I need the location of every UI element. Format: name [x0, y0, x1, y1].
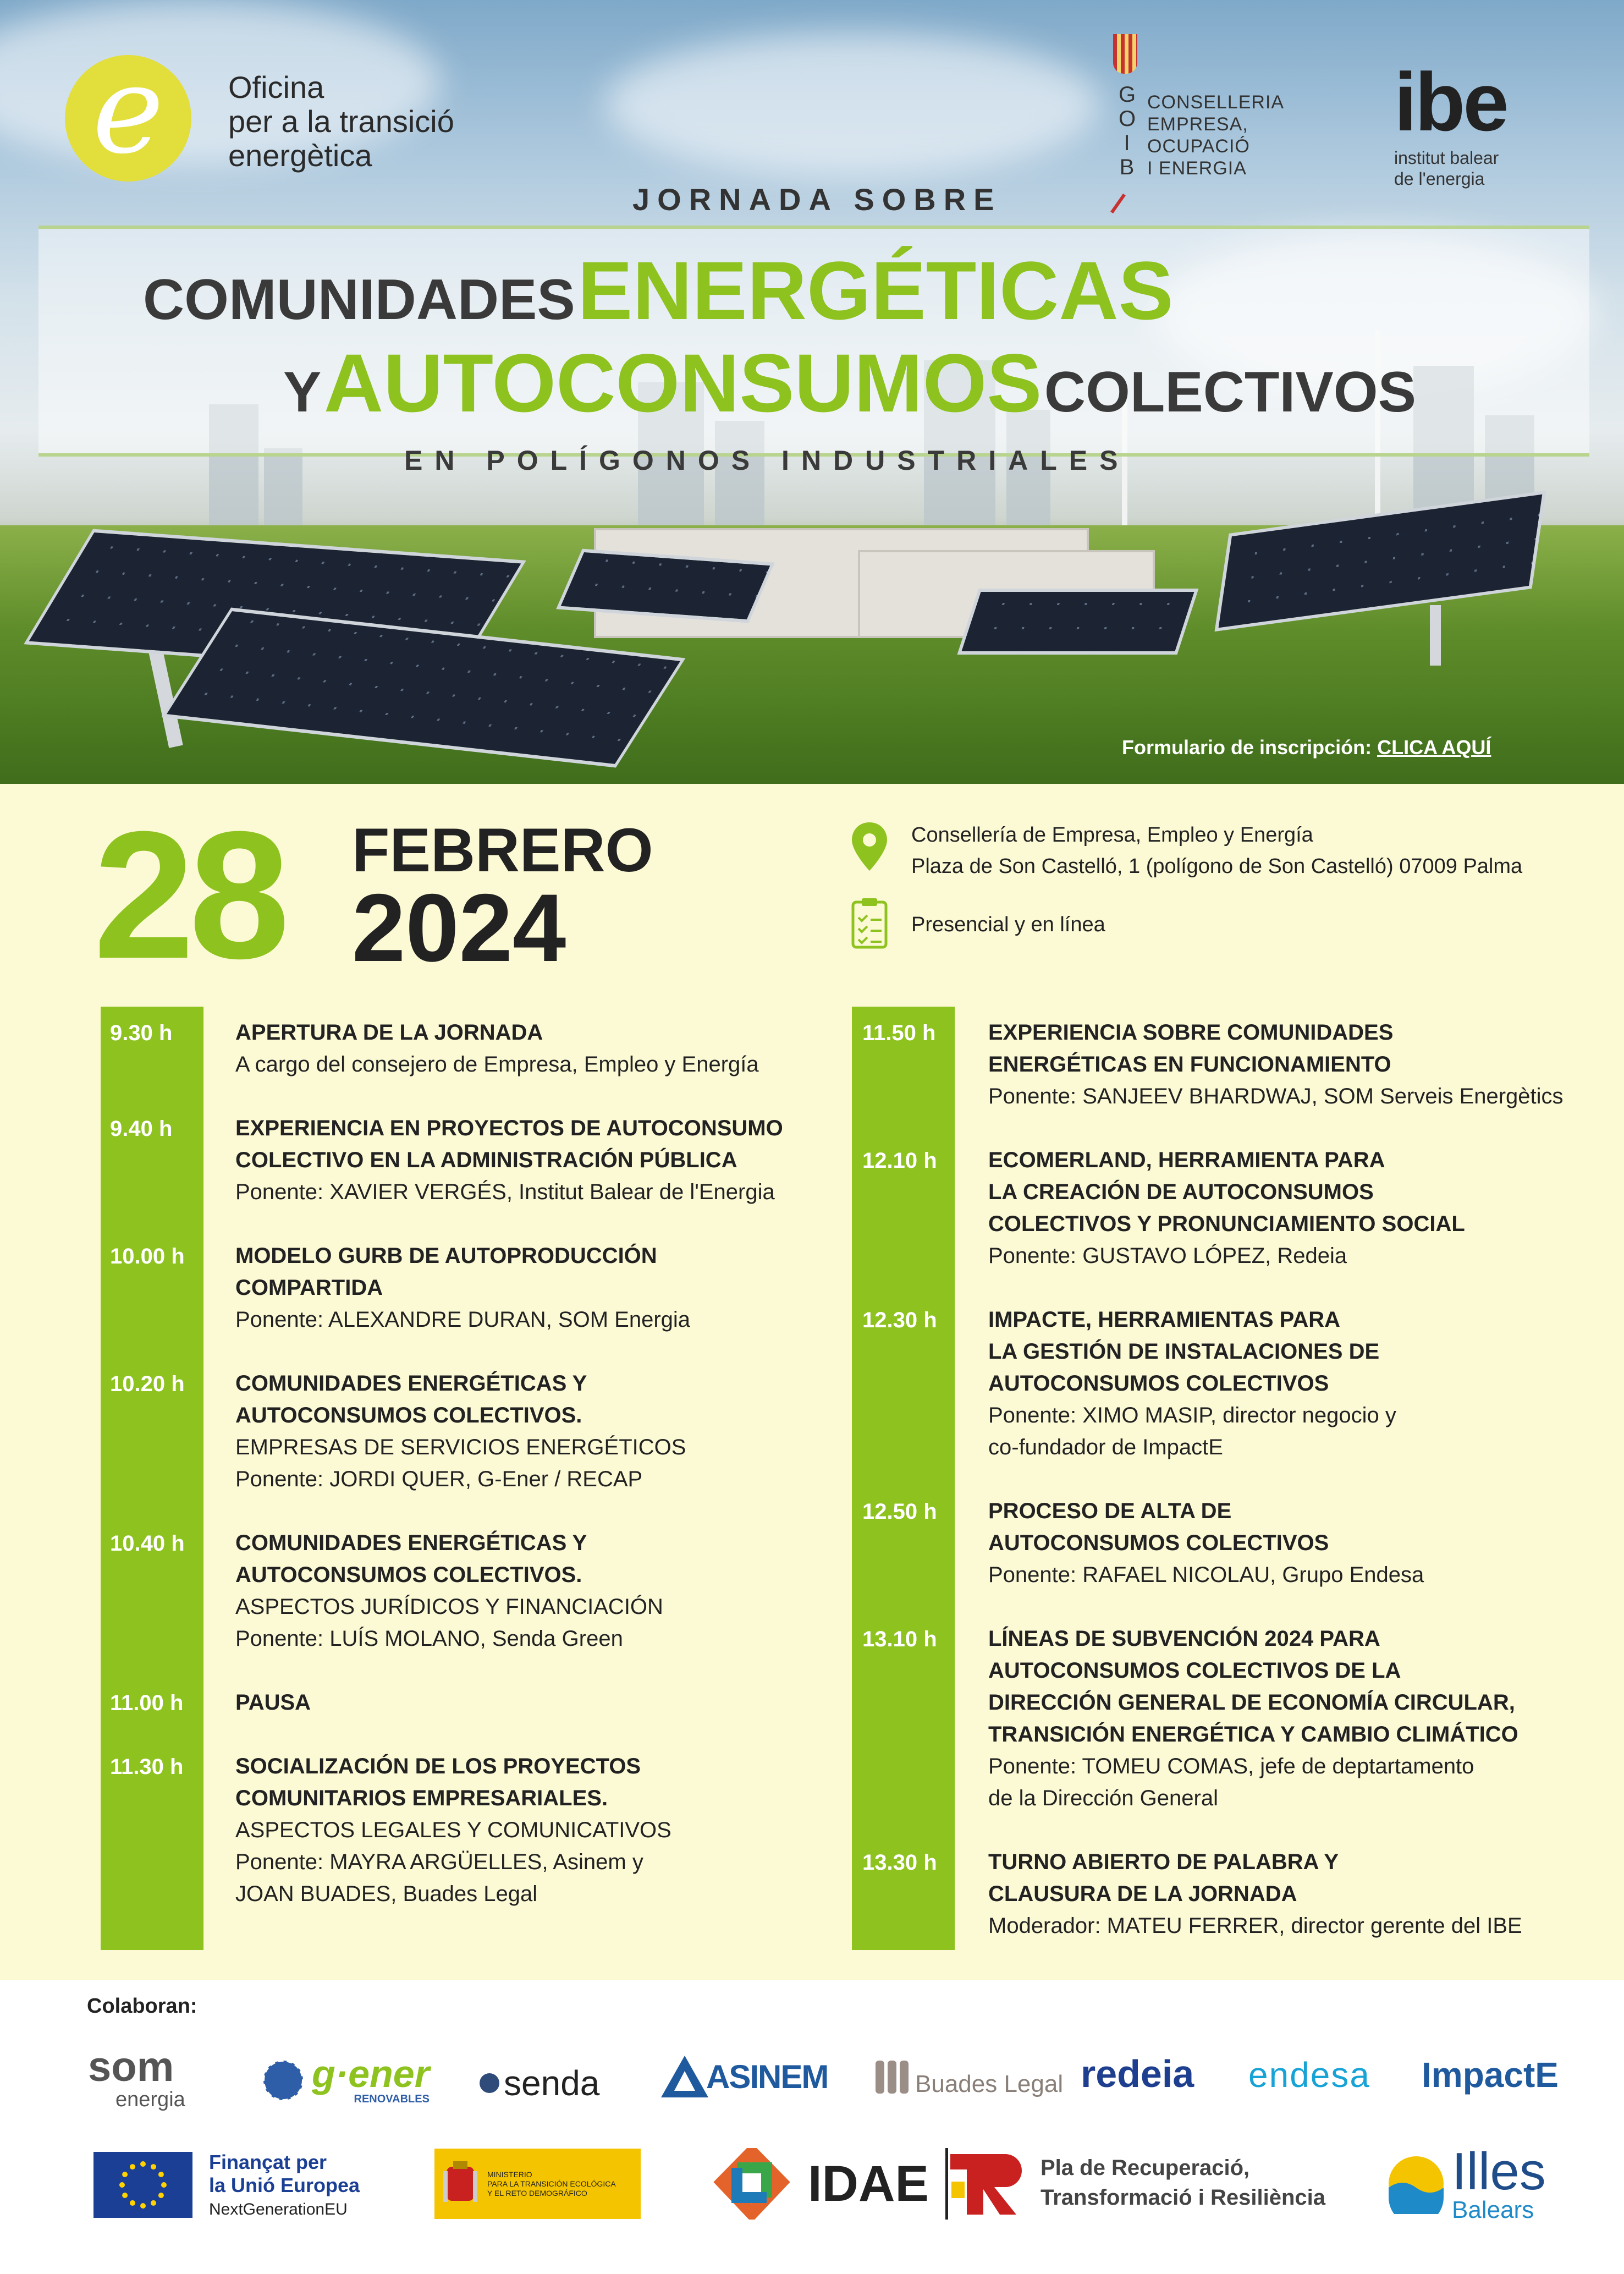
eu-star — [158, 2172, 164, 2177]
oficina-transicion-logo — [65, 40, 191, 182]
buades-word: Buades Legal — [915, 2070, 1064, 2097]
agenda-time: 13.30 h — [862, 1850, 937, 1875]
venue-line: Consellería de Empresa, Empleo y Energía — [911, 823, 1313, 847]
endesa-logo — [1248, 2055, 1370, 2095]
goib-letter: O — [1119, 107, 1136, 131]
illes-word: Illes — [1452, 2142, 1546, 2201]
eu-star — [151, 2200, 156, 2206]
gener-logo — [261, 2052, 430, 2106]
agenda-description — [988, 1304, 1396, 1463]
goib-shield-icon — [1113, 34, 1137, 74]
event-month: FEBRERO — [352, 816, 653, 885]
impacte-word: ImpactE — [1422, 2055, 1559, 2095]
idae-knot-icon — [704, 2148, 800, 2220]
buades-bars-icon — [874, 2059, 910, 2095]
cloud — [605, 33, 1100, 176]
ibe-line: institut balear — [1394, 148, 1499, 168]
agenda-time: 12.10 h — [862, 1149, 937, 1173]
eu-star — [130, 2200, 135, 2206]
agenda-heading-line: APERTURA DE LA JORNADA — [235, 1020, 543, 1045]
agenda-time: 11.50 h — [862, 1021, 936, 1045]
ibe-logo — [1394, 56, 1592, 189]
title-line-2 — [283, 336, 1416, 431]
eu-star — [151, 2164, 156, 2169]
agenda-detail-line: ASPECTOS LEGALES Y COMUNICATIVOS — [235, 1818, 671, 1842]
agenda-description — [235, 1367, 686, 1495]
goib-line: CONSELLERIA — [1147, 92, 1285, 113]
registration-label: Formulario de inscripción: — [1122, 736, 1372, 759]
gener-globe-icon — [261, 2058, 305, 2102]
ministerio-line: Y EL RETO DEMOGRÁFICO — [487, 2188, 587, 2198]
oficina-line: Oficina — [228, 70, 324, 105]
prtr-line: Transformació i Resiliència — [1041, 2185, 1325, 2210]
attendance-mode: Presencial y en línea — [911, 913, 1105, 936]
eu-flag-icon — [93, 2152, 192, 2218]
agenda-time: 10.40 h — [110, 1531, 185, 1556]
goib-vertical-text — [1119, 83, 1135, 179]
venue-line: Plaza de Son Castelló, 1 (polígono de Son Castelló) 07009 Palma — [911, 855, 1523, 878]
illes-balears-logo — [1386, 2142, 1546, 2223]
registration-link[interactable]: CLICA AQUÍ — [1377, 736, 1491, 759]
asinem-triangle-icon — [660, 2055, 709, 2099]
asinem-logo — [660, 2055, 828, 2099]
oficina-e-glyph: e — [92, 40, 164, 180]
spain-coat-of-arms-icon — [441, 2159, 480, 2209]
panel-support — [1430, 605, 1441, 666]
goib-letter: G — [1119, 83, 1136, 107]
agenda-time: 10.00 h — [110, 1244, 185, 1268]
agenda-detail-line: EMPRESAS DE SERVICIOS ENERGÉTICOS — [235, 1435, 686, 1459]
agenda-detail-line: Moderador: MATEU FERRER, director gerente del IBE — [988, 1914, 1522, 1938]
agenda-time: 13.10 h — [862, 1627, 937, 1651]
eu-star — [158, 2193, 164, 2198]
som-energia-logo — [88, 2046, 185, 2112]
agenda-heading-line: DIRECCIÓN GENERAL DE ECONOMÍA CIRCULAR, — [988, 1690, 1515, 1715]
agenda-detail-line: Ponente: SANJEEV BHARDWAJ, SOM Serveis Energètics — [988, 1084, 1564, 1108]
agenda-heading-line: EXPERIENCIA EN PROYECTOS DE AUTOCONSUMO — [235, 1116, 783, 1140]
goib-slash — [1110, 194, 1126, 213]
solar-panel — [957, 589, 1199, 655]
agenda-detail-line: Ponente: RAFAEL NICOLAU, Grupo Endesa — [988, 1563, 1424, 1587]
ibe-word: ibe — [1394, 56, 1507, 148]
title-dark-text: COMUNIDADES — [143, 268, 575, 332]
agenda-heading-line: COMUNIDADES ENERGÉTICAS Y — [235, 1531, 587, 1555]
agenda-detail-line: Ponente: MAYRA ARGÜELLES, Asinem y — [235, 1850, 643, 1874]
agenda-detail-line: Ponente: TOMEU COMAS, jefe de deptartamento — [988, 1754, 1474, 1778]
agenda-detail-line: co-fundador de ImpactE — [988, 1435, 1223, 1459]
endesa-word: endesa — [1248, 2055, 1370, 2095]
eu-star — [119, 2182, 125, 2188]
agenda-heading-line: ECOMERLAND, HERRAMIENTA PARA — [988, 1148, 1385, 1172]
eu-star — [140, 2203, 146, 2209]
agenda-heading-line: CLAUSURA DE LA JORNADA — [988, 1882, 1297, 1906]
kicker: JORNADA SOBRE — [632, 182, 1002, 217]
agenda-heading-line: TURNO ABIERTO DE PALABRA Y — [988, 1850, 1339, 1874]
ministerio-line: MINISTERIO — [487, 2169, 532, 2179]
agenda-heading-line: COMUNIDADES ENERGÉTICAS Y — [235, 1371, 587, 1396]
prtr-logo — [945, 2150, 1325, 2216]
agenda-detail-line: JOAN BUADES, Buades Legal — [235, 1882, 538, 1906]
agenda-heading-line: MODELO GURB DE AUTOPRODUCCIÓN — [235, 1244, 657, 1268]
title-dark-text: COLECTIVOS — [1044, 360, 1416, 424]
agenda-heading-line: COLECTIVOS Y PRONUNCIAMIENTO SOCIAL — [988, 1212, 1465, 1236]
subtitle: EN POLÍGONOS INDUSTRIALES — [404, 445, 1130, 476]
senda-dot-icon — [478, 2072, 500, 2094]
agenda-heading-line: AUTOCONSUMOS COLECTIVOS. — [235, 1403, 582, 1427]
agenda-heading-line: LA GESTIÓN DE INSTALACIONES DE — [988, 1339, 1380, 1364]
agenda-heading-line: AUTOCONSUMOS COLECTIVOS — [988, 1371, 1329, 1396]
agenda-description — [988, 1623, 1518, 1814]
agenda-heading-line: COMPARTIDA — [235, 1276, 383, 1300]
agenda-time: 12.30 h — [862, 1308, 937, 1332]
goib-line: EMPRESA, OCUPACIÓ — [1147, 114, 1250, 157]
illes-balears-sun-icon — [1386, 2154, 1446, 2214]
event-year: 2024 — [352, 875, 566, 982]
event-day: 28 — [93, 793, 285, 996]
registration-line — [1122, 736, 1491, 759]
agenda-description — [235, 1687, 311, 1718]
agenda-heading-line: COMUNITARIOS EMPRESARIALES. — [235, 1786, 608, 1810]
ministerio-logo — [434, 2149, 641, 2219]
agenda-heading-line: PAUSA — [235, 1690, 311, 1715]
footer — [0, 1980, 1624, 2274]
balears-word: Balears — [1452, 2196, 1534, 2223]
agenda-time: 12.50 h — [862, 1499, 937, 1524]
agenda-time: 11.30 h — [110, 1755, 184, 1779]
senda-word: senda — [504, 2063, 600, 2103]
agenda-detail-line: A cargo del consejero de Empresa, Empleo y Energía — [235, 1052, 759, 1076]
agenda-description — [235, 1527, 663, 1655]
hero-banner — [0, 0, 1624, 784]
agenda-detail-line: Ponente: GUSTAVO LÓPEZ, Redeia — [988, 1244, 1347, 1268]
goib-line: I ENERGIA — [1147, 158, 1247, 179]
goib-conselleria-text — [1147, 91, 1336, 179]
gener-subword: RENOVABLES — [354, 2093, 430, 2105]
agenda-time: 9.40 h — [110, 1117, 173, 1141]
clipboard-icon — [850, 897, 889, 949]
prtr-line: Pla de Recuperació, — [1041, 2156, 1250, 2180]
agenda-detail-line: Ponente: XAVIER VERGÉS, Institut Balear de l'Energia — [235, 1180, 775, 1204]
time-bar-left — [101, 1007, 203, 1950]
agenda-heading-line: ENERGÉTICAS EN FUNCIONAMIENTO — [988, 1052, 1391, 1076]
eu-star — [122, 2193, 128, 2198]
eu-star — [130, 2164, 135, 2169]
agenda-detail-line: ASPECTOS JURÍDICOS Y FINANCIACIÓN — [235, 1595, 663, 1619]
idae-word: IDAE — [808, 2155, 929, 2212]
agenda-description — [235, 1240, 690, 1336]
agenda-description — [988, 1846, 1522, 1942]
ministerio-line: PARA LA TRANSICIÓN ECOLÓGICA — [487, 2179, 616, 2188]
agenda-description — [235, 1750, 671, 1910]
oficina-line: per a la transició — [228, 104, 454, 139]
agenda-heading-line: AUTOCONSUMOS COLECTIVOS — [988, 1531, 1329, 1555]
title-dark-text: Y — [283, 360, 322, 424]
location-pin-icon — [850, 821, 889, 872]
impacte-logo — [1422, 2055, 1559, 2095]
redeia-logo — [1081, 2052, 1194, 2096]
eu-line: la Unió Europea — [209, 2174, 360, 2196]
idae-logo — [704, 2148, 948, 2220]
ibe-subtitle — [1394, 147, 1592, 189]
agenda-heading-line: EXPERIENCIA SOBRE COMUNIDADES — [988, 1020, 1394, 1045]
eu-star — [161, 2182, 167, 2188]
agenda-description — [988, 1017, 1564, 1112]
eu-star — [122, 2172, 128, 2177]
prtr-icon — [945, 2150, 1027, 2216]
ibe-wordmark — [1394, 56, 1592, 148]
title-green-text: AUTOCONSUMOS — [323, 337, 1042, 429]
eu-line: NextGenerationEU — [209, 2200, 348, 2218]
agenda-heading-line: SOCIALIZACIÓN DE LOS PROYECTOS — [235, 1754, 641, 1778]
agenda-heading-line: COLECTIVO EN LA ADMINISTRACIÓN PÚBLICA — [235, 1148, 737, 1172]
agenda-time: 9.30 h — [110, 1021, 173, 1045]
redeia-word: redeia — [1081, 2052, 1194, 2095]
gener-word: g·ener — [312, 2052, 430, 2095]
title-green-text: ENERGÉTICAS — [577, 244, 1174, 337]
agenda-detail-line: Ponente: XIMO MASIP, director negocio y — [988, 1403, 1396, 1427]
agenda-heading-line: LA CREACIÓN DE AUTOCONSUMOS — [988, 1180, 1374, 1204]
goib-letter: B — [1119, 155, 1135, 179]
eu-star — [140, 2161, 146, 2167]
agenda-detail-line: Ponente: LUÍS MOLANO, Senda Green — [235, 1627, 623, 1651]
agenda-description — [235, 1017, 759, 1080]
agenda-description — [988, 1144, 1465, 1272]
agenda-heading-line: LÍNEAS DE SUBVENCIÓN 2024 PARA — [988, 1627, 1380, 1651]
agenda-time: 10.20 h — [110, 1372, 185, 1396]
agenda-description — [235, 1112, 783, 1208]
agenda-heading-line: AUTOCONSUMOS COLECTIVOS. — [235, 1563, 582, 1587]
oficina-line: energètica — [228, 138, 372, 173]
senda-logo — [478, 2063, 599, 2103]
agenda-time: 11.00 h — [110, 1691, 184, 1715]
asinem-word: ASINEM — [706, 2058, 828, 2095]
agenda-heading-line: AUTOCONSUMOS COLECTIVOS DE LA — [988, 1658, 1401, 1683]
agenda-heading-line: TRANSICIÓN ENERGÉTICA Y CAMBIO CLIMÁTICO — [988, 1722, 1518, 1746]
agenda-heading-line: IMPACTE, HERRAMIENTAS PARA — [988, 1308, 1340, 1332]
goib-letter: I — [1124, 131, 1130, 155]
eu-line: Finançat per — [209, 2151, 327, 2173]
agenda-detail-line: Ponente: ALEXANDRE DURAN, SOM Energia — [235, 1308, 691, 1332]
eu-funding-logo — [93, 2151, 360, 2219]
buades-legal-logo — [874, 2056, 1063, 2098]
agenda-description — [988, 1495, 1424, 1591]
venue — [911, 820, 1522, 882]
ibe-line: de l'energia — [1394, 169, 1485, 189]
agenda-detail-line: Ponente: JORDI QUER, G-Ener / RECAP — [235, 1467, 643, 1491]
title-line-1 — [143, 243, 1174, 338]
som-subword: energia — [115, 2088, 185, 2111]
agenda-detail-line: de la Dirección General — [988, 1786, 1218, 1810]
colaboran-label: Colaboran: — [87, 1995, 197, 2018]
agenda-heading-line: PROCESO DE ALTA DE — [988, 1499, 1232, 1523]
oficina-name — [228, 70, 454, 173]
som-word: som — [88, 2044, 174, 2090]
goib-conselleria-logo — [1105, 28, 1336, 204]
